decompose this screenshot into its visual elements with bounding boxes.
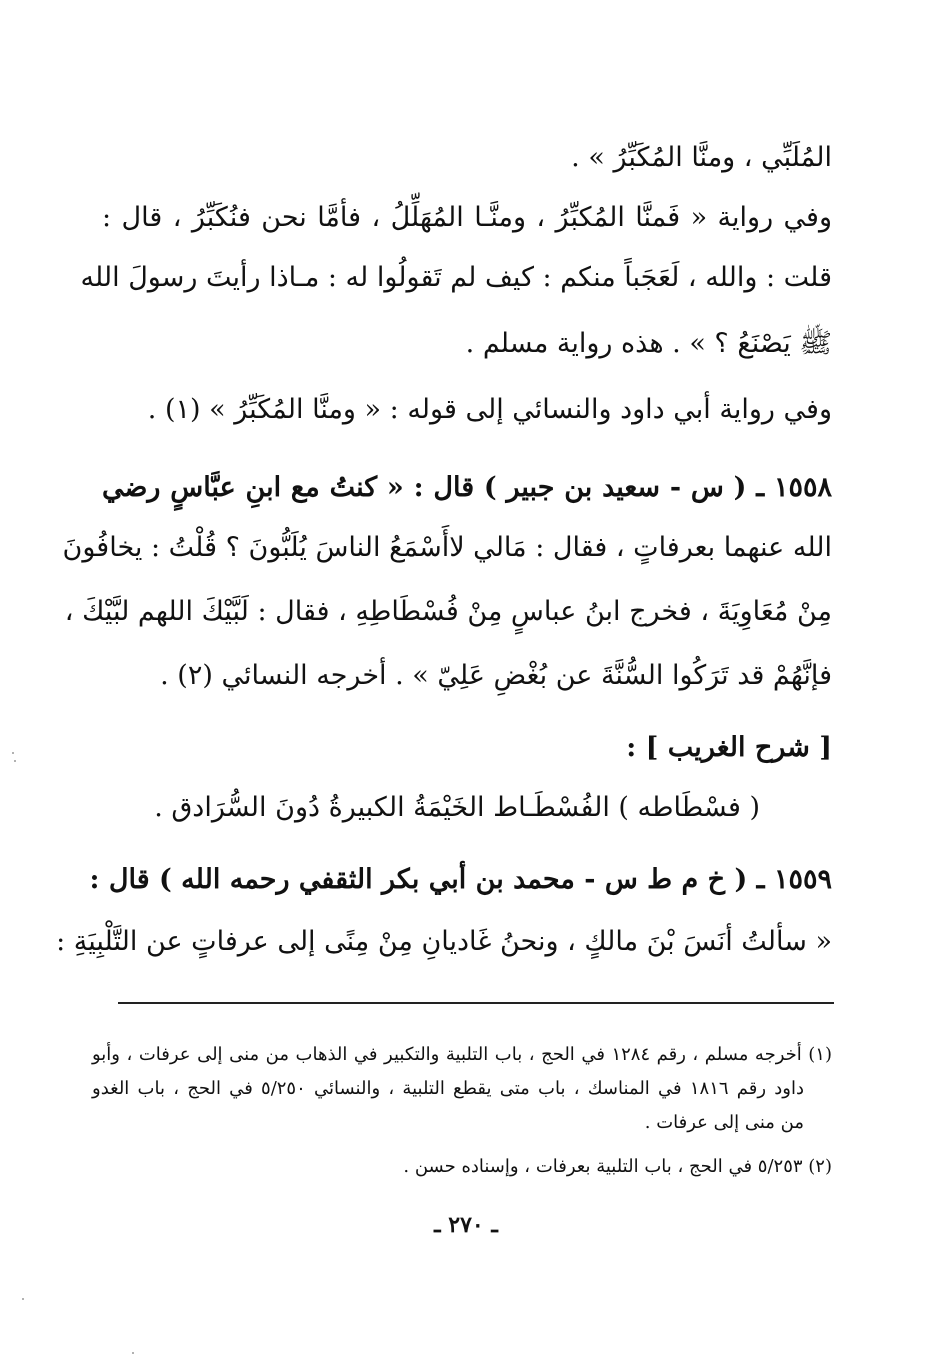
text-line-3: قلت : والله ، لَعَجَباً منكم : كيف لم تَقولُوا له : مـاذا رأيتَ رسولَ الله: [80, 262, 832, 293]
scan-speck: [22, 1298, 24, 1300]
footnote-1-line-3: من منى إلى عرفات .: [644, 1112, 804, 1133]
footnote-1-line-1: (١) أخرجه مسلم ، رقم ١٢٨٤ في الحج ، باب التلبية والتكبير في الذهاب من منى إلى عرفات ، وأبو: [92, 1044, 832, 1065]
scan-speck: [14, 760, 16, 762]
footnote-separator: [118, 1002, 834, 1004]
text-line-2: وفي رواية « فَمنَّا المُكبِّرُ ، ومنَّـا المُهَلِّلُ ، فأمَّا نحن فنُكَبِّرُ ، قال :: [102, 202, 832, 233]
text-line-8: مِنْ مُعَاوِيَةَ ، فخرج ابنُ عباسٍ مِنْ فُسْطَاطِهِ ، فقال : لَبَّيْكَ اللهم لبَّيْكَ ،: [64, 596, 832, 627]
text-line-13: « سألتُ أنَسَ بْنَ مالكٍ ، ونحنُ غَاديانِ مِنْ مِنًى إلى عرفاتٍ عن التَّلْبِيَةِ :: [56, 926, 832, 957]
text-line-5: وفي رواية أبي داود والنسائي إلى قوله : « ومنَّا المُكَبِّرُ » (١) .: [147, 394, 832, 425]
page-number: ـ ٢٧٠ ـ: [434, 1212, 498, 1238]
hadith-1559-heading-line: ١٥٥٩ ـ ( خ م ط س - محمد بن أبي بكر الثقفي رحمه الله ) قال :: [89, 864, 832, 895]
section-heading-gharib: [ شرح الغريب ] :: [626, 732, 832, 763]
footnote-1-line-2: داود رقم ١٨١٦ في المناسك ، باب متى يقطع التلبية ، والنسائي ٥/٢٥٠ في الحج ، باب الغدو: [92, 1078, 805, 1099]
text-line-9: فإنَّهُمْ قد تَرَكُوا السُّنَّةَ عن بُغْضِ عَلِيّ » . أخرجه النسائي (٢) .: [160, 660, 832, 691]
scan-speck: [132, 1352, 134, 1354]
text-line-4: ﷺ يَصْنَعُ ؟ » . هذه رواية مسلم .: [465, 328, 832, 359]
scan-speck: [12, 752, 14, 754]
text-line-7: الله عنهما بعرفاتٍ ، فقال : مَالي لاأَسْمَعُ الناسَ يُلَبُّونَ ؟ قُلْتُ : يخافُونَ: [62, 532, 832, 563]
text-line-1: المُلَبِّي ، ومنَّا المُكَبِّرُ » .: [571, 142, 832, 173]
hadith-1558-heading-line: ١٥٥٨ ـ ( س - سعيد بن جبير ) قال : « كنتُ مع ابنِ عبَّاسٍ رضي: [102, 472, 832, 503]
gharib-definition: ( فسْطَاطه ) الفُسْطَـاط الخَيْمَةُ الكبيرةُ دُونَ السُّرَادق .: [154, 792, 760, 823]
footnote-2: (٢) ٥/٢٥٣ في الحج ، باب التلبية بعرفات ، وإسناده حسن .: [403, 1156, 832, 1177]
